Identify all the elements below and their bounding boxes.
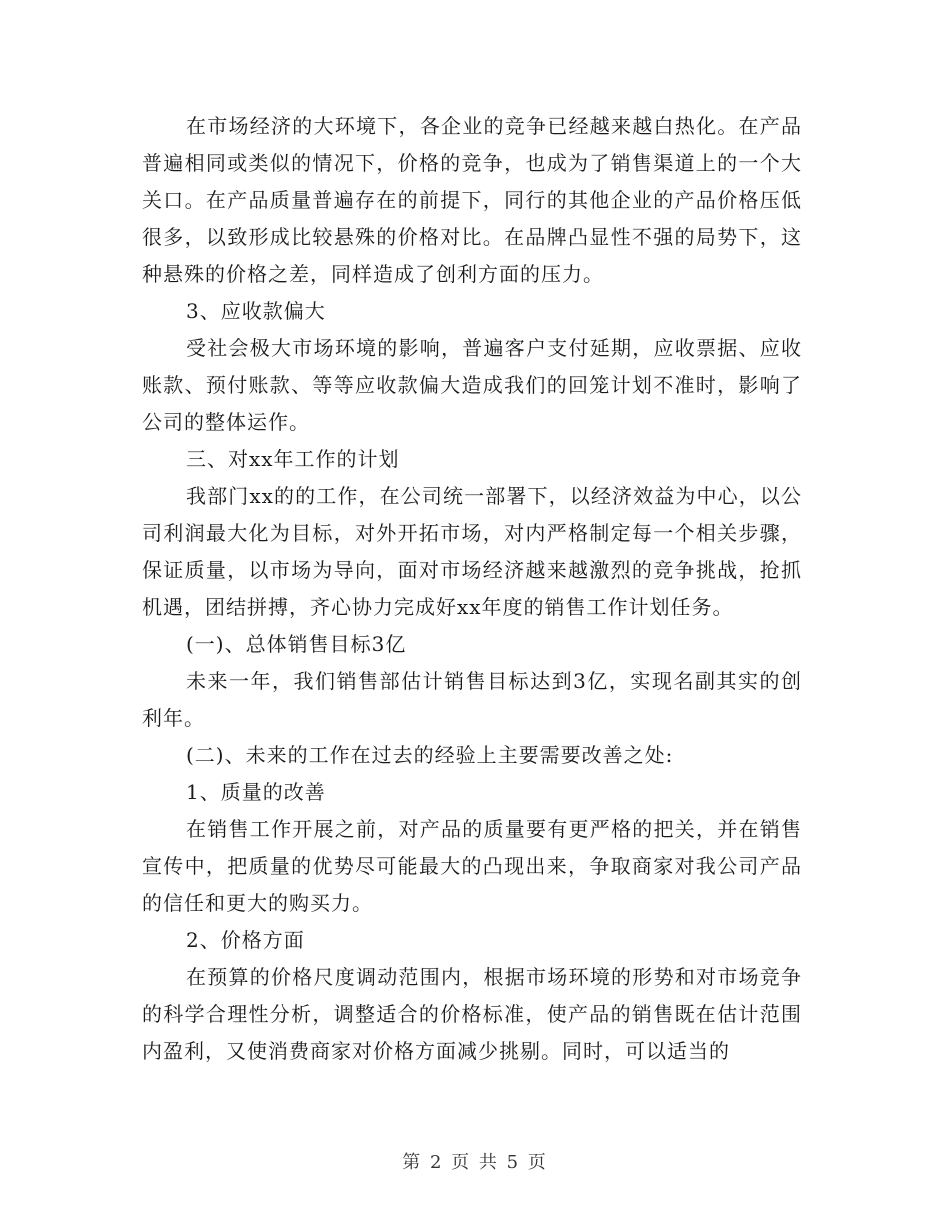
heading-quality: 1、质量的改善 (186, 780, 326, 804)
heading-work-plan: 三、对xx年工作的计划 (186, 447, 400, 471)
heading-receivables: 3、应收款偏大 (186, 299, 326, 323)
paragraph-price-competition: 在市场经济的大环境下，各企业的竞争已经越来越白热化。在产品普遍相同或类似的情况下，价格的竞争，也成为了销售渠道上的一个大关口。在产品质量普遍存在的前提下，同行的其他企业的产品价格压低很多，以致形成比较悬殊的价格对比。在品牌凸显性不强的局势下，这种悬殊的价格之差，同样造成了创利方面的压力。 (142, 114, 802, 286)
paragraph-receivables: 受社会极大市场环境的影响，普遍客户支付延期，应收票据、应收账款、预付账款、等等应收款偏大造成我们的回笼计划不准时，影响了公司的整体运作。 (142, 336, 802, 434)
paragraph-quality: 在销售工作开展之前，对产品的质量要有更严格的把关，并在销售宣传中，把质量的优势尽可能最大的凸现出来，争取商家对我公司产品的信任和更大的购买力。 (142, 817, 802, 915)
paragraph-price: 在预算的价格尺度调动范围内，根据市场环境的形势和对市场竞争的科学合理性分析，调整适合的价格标准，使产品的销售既在估计范围内盈利，又使消费商家对价格方面减少挑剔。同时，可以适当的 (142, 965, 802, 1063)
heading-sales-target: (一)、总体销售目标3亿 (186, 632, 407, 656)
paragraph-work-plan: 我部门xx的的工作，在公司统一部署下，以经济效益为中心，以公司利润最大化为目标，对外开拓市场，对内严格制定每一个相关步骤，保证质量，以市场为导向，面对市场经济越来越激烈的竞争挑战，抢抓机遇，团结拼搏，齐心协力完成好xx年度的销售工作计划任务。 (142, 484, 802, 619)
heading-improvements: (二)、未来的工作在过去的经验上主要需要改善之处: (186, 743, 674, 767)
heading-price: 2、价格方面 (186, 928, 305, 952)
page-number-footer: 第 2 页 共 5 页 (402, 1152, 548, 1173)
document-body (142, 108, 802, 1070)
paragraph-sales-target: 未来一年，我们销售部估计销售目标达到3亿，实现名副其实的创利年。 (142, 669, 802, 730)
